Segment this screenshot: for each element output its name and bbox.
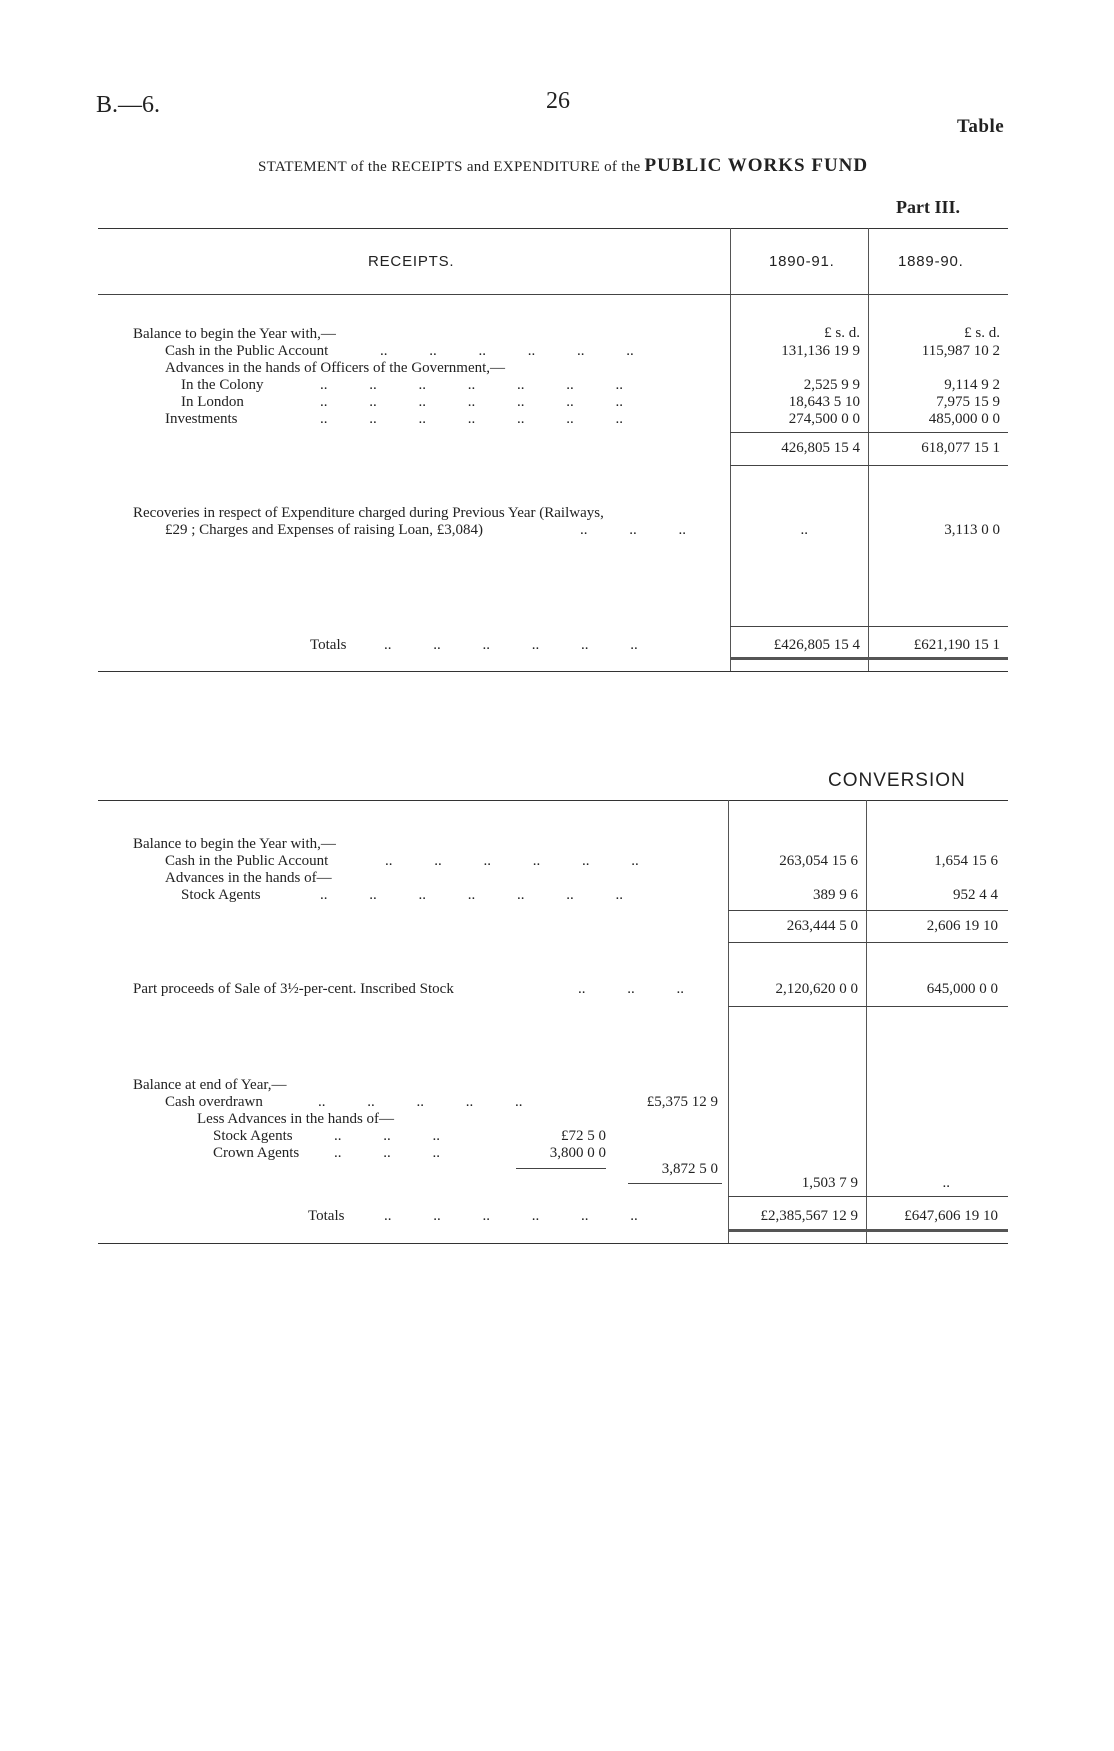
- conv-totals-double-rule: [728, 1229, 1008, 1232]
- conv-advances-label: Advances in the hands of—: [165, 870, 332, 886]
- conv-cash-1890: 263,054 15 6: [779, 853, 858, 869]
- leader-dots: .. .. .. .. .. ..: [385, 853, 639, 869]
- year-1889-90-header: 1889-90.: [898, 253, 964, 270]
- conv-stock-agents-1889: 952 4 4: [953, 887, 998, 903]
- year-1890-91-header: 1890-91.: [769, 253, 835, 270]
- receipts-column-header: RECEIPTS.: [368, 253, 455, 270]
- advances-label: Advances in the hands of Officers of the Government,—: [165, 360, 506, 376]
- conversion-title: CONVERSION: [828, 770, 966, 791]
- conv-stock-agents-label: Stock Agents: [181, 887, 261, 903]
- subtotal-rule: [730, 432, 1008, 433]
- recoveries-1889: 3,113 0 0: [944, 522, 1000, 538]
- colony-1889: 9,114 9 2: [944, 377, 1000, 393]
- cash-overdrawn-label: Cash overdrawn: [165, 1094, 263, 1110]
- less-total: 3,872 5 0: [661, 1161, 718, 1177]
- cash-1890: 131,136 19 9: [781, 343, 860, 359]
- crown-agents-amount: 3,800 0 0: [549, 1145, 606, 1161]
- london-1890: 18,643 5 10: [788, 394, 860, 410]
- table-label: Table: [957, 116, 1005, 137]
- conv-stock-agents-1890: 389 9 6: [813, 887, 858, 903]
- totals-top-rule: [730, 626, 1008, 627]
- receipts-header-rule: [98, 294, 1008, 295]
- conv-totals-1889: £647,606 19 10: [904, 1208, 998, 1224]
- recoveries-1890: ..: [800, 522, 808, 538]
- recoveries-line-2: £29 ; Charges and Expenses of raising Loan, £3,084): [165, 522, 483, 538]
- totals-1889: £621,190 15 1: [913, 637, 1000, 653]
- balance-end-heading: Balance at end of Year,—: [133, 1077, 287, 1093]
- cash-public-account-label: Cash in the Public Account: [165, 343, 329, 359]
- conv-subtotal-under-rule: [728, 942, 1008, 943]
- conv-subtotal-1890: 263,444 5 0: [786, 918, 858, 934]
- subtotal-under-rule: [730, 465, 1008, 466]
- conv-cash-1889: 1,654 15 6: [934, 853, 998, 869]
- statement-fund: PUBLIC WORKS FUND: [644, 155, 869, 176]
- less-subtotal-rule: [516, 1168, 606, 1169]
- balance-end-1890: 1,503 7 9: [801, 1175, 858, 1191]
- proceeds-rule: [728, 1006, 1008, 1007]
- units-1889: £ s. d.: [964, 325, 1000, 341]
- leader-dots: .. .. .. .. .. ..: [384, 1208, 638, 1224]
- conv-totals-label: Totals: [308, 1208, 345, 1224]
- statement-prefix: STATEMENT of the RECEIPTS and EXPENDITURE of the: [258, 159, 641, 175]
- stock-agents-end-amount: £72 5 0: [561, 1128, 606, 1144]
- conv-subtotal-rule: [728, 910, 1008, 911]
- part-label: Part III.: [896, 197, 960, 217]
- investments-1889: 485,000 0 0: [928, 411, 1000, 427]
- leader-dots: .. .. .. .. .. .. ..: [320, 377, 623, 393]
- conversion-col-divider-2: [866, 800, 867, 1243]
- conv-cash-label: Cash in the Public Account: [165, 853, 329, 869]
- leader-dots: .. .. .. .. .. .. ..: [320, 411, 623, 427]
- units-1890: £ s. d.: [824, 325, 860, 341]
- leader-dots: .. .. ..: [578, 981, 684, 997]
- balance-end-1889: ..: [942, 1175, 950, 1191]
- totals-1890: £426,805 15 4: [773, 637, 860, 653]
- leader-dots: .. .. ..: [334, 1145, 440, 1161]
- proceeds-1890: 2,120,620 0 0: [775, 981, 858, 997]
- colony-1890: 2,525 9 9: [803, 377, 860, 393]
- investments-label: Investments: [165, 411, 238, 427]
- cash-1889: 115,987 10 2: [921, 343, 1000, 359]
- investments-1890: 274,500 0 0: [788, 411, 860, 427]
- leader-dots: .. .. ..: [334, 1128, 440, 1144]
- leader-dots: .. .. .. .. .. .. ..: [320, 887, 623, 903]
- leader-dots: .. .. .. .. .. .. ..: [320, 394, 623, 410]
- document-reference: B.—6.: [96, 92, 161, 118]
- statement-title: [258, 155, 868, 177]
- subtotal-1889: 618,077 15 1: [921, 440, 1000, 456]
- less-total-rule: [628, 1183, 722, 1184]
- proceeds-1889: 645,000 0 0: [926, 981, 998, 997]
- page-number: 26: [546, 88, 570, 114]
- totals-double-rule: [730, 657, 1008, 660]
- colony-label: In the Colony: [181, 377, 264, 393]
- conversion-col-divider-1: [728, 800, 729, 1243]
- balance-heading: Balance to begin the Year with,—: [133, 326, 336, 342]
- conv-subtotal-1889: 2,606 19 10: [926, 918, 998, 934]
- proceeds-label: Part proceeds of Sale of 3½-per-cent. Inscribed Stock: [133, 981, 454, 997]
- conv-totals-top-rule: [728, 1196, 1008, 1197]
- recoveries-line-1: Recoveries in respect of Expenditure charged during Previous Year (Railways,: [133, 505, 604, 521]
- stock-agents-end-label: Stock Agents: [213, 1128, 293, 1144]
- london-label: In London: [181, 394, 244, 410]
- conv-balance-heading: Balance to begin the Year with,—: [133, 836, 336, 852]
- crown-agents-label: Crown Agents: [213, 1145, 300, 1161]
- conv-totals-1890: £2,385,567 12 9: [760, 1208, 858, 1224]
- leader-dots: .. .. .. .. .. ..: [384, 637, 638, 653]
- subtotal-1890: 426,805 15 4: [781, 440, 860, 456]
- leader-dots: .. .. .. .. .. ..: [380, 343, 634, 359]
- less-advances-label: Less Advances in the hands of—: [197, 1111, 395, 1127]
- leader-dots: .. .. .. .. ..: [318, 1094, 523, 1110]
- london-1889: 7,975 15 9: [936, 394, 1000, 410]
- leader-dots: .. .. ..: [580, 522, 686, 538]
- cash-overdrawn-amount: £5,375 12 9: [646, 1094, 718, 1110]
- totals-label: Totals: [310, 637, 347, 653]
